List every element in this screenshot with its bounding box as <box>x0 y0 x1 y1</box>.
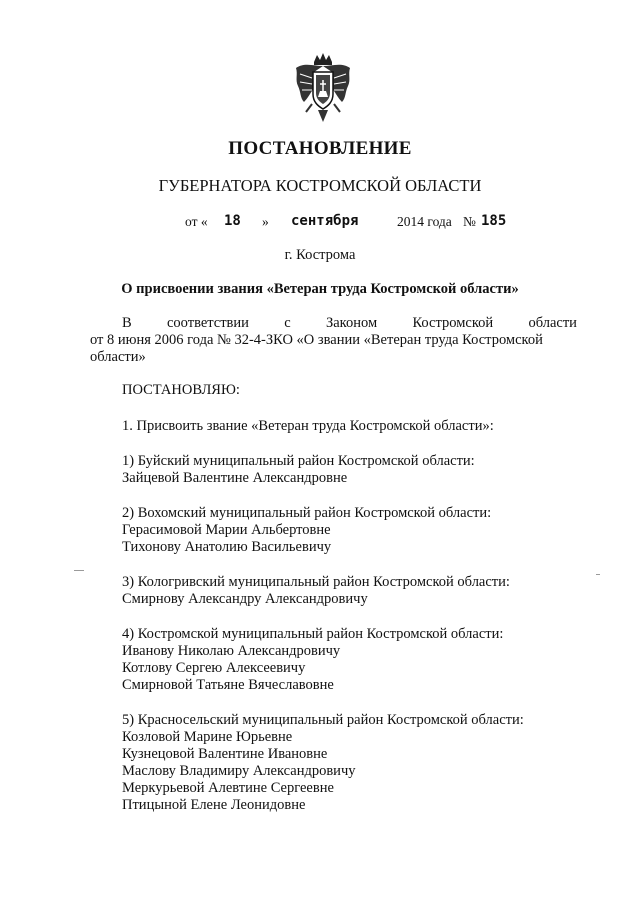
date-close-quote: » <box>262 214 269 229</box>
section-heading: 5) Красносельский муниципальный район Костромской области: <box>122 712 524 728</box>
awardee-name: Меркурьевой Алевтине Сергеевне <box>122 780 334 796</box>
date-day: 18 <box>224 213 241 229</box>
awardee-name: Козловой Марине Юрьевне <box>122 729 293 745</box>
section-heading: 4) Костромской муниципальный район Костромской области: <box>122 626 504 642</box>
intro-paragraph <box>90 315 577 366</box>
section-heading: 1) Буйский муниципальный район Костромской области: <box>122 453 475 469</box>
intro-line-2: от 8 июня 2006 года № 32-4-ЗКО «О звании «Ветеран труда Костромской <box>90 332 543 348</box>
section-heading: 3) Кологривский муниципальный район Костромской области: <box>122 574 510 590</box>
intro-word: В <box>122 315 132 331</box>
document-city: г. Кострома <box>284 247 356 263</box>
date-month: сентября <box>291 213 359 229</box>
date-prefix: от « <box>185 214 208 229</box>
awardee-name: Кузнецовой Валентине Ивановне <box>122 746 328 762</box>
intro-line-3: области» <box>90 349 146 365</box>
date-year: 2014 года <box>397 214 452 229</box>
awardee-name: Зайцевой Валентине Александровне <box>122 470 348 486</box>
number-sign: № <box>463 214 476 229</box>
document-issuer: ГУБЕРНАТОРА КОСТРОМСКОЙ ОБЛАСТИ <box>158 176 482 195</box>
decree-word: ПОСТАНОВЛЯЮ: <box>122 382 240 398</box>
awardee-name: Котлову Сергею Алексеевичу <box>122 660 306 676</box>
intro-word: с <box>284 315 291 331</box>
document-subject: О присвоении звания «Ветеран труда Костромской области» <box>121 281 519 297</box>
intro-line-1 <box>90 315 577 332</box>
document-number: 185 <box>481 213 507 229</box>
awardee-name: Смирновой Татьяне Вячеславовне <box>122 677 334 693</box>
awardee-name: Тихонову Анатолию Васильевичу <box>122 539 332 555</box>
document-title: ПОСТАНОВЛЕНИЕ <box>228 138 412 159</box>
section-heading: 2) Вохомский муниципальный район Костромской области: <box>122 505 492 521</box>
awardee-name: Птицыной Елене Леонидовне <box>122 797 306 813</box>
scan-mark <box>74 570 84 571</box>
awardee-name: Герасимовой Марии Альбертовне <box>122 522 331 538</box>
awardee-name: Смирнову Александру Александровичу <box>122 591 368 607</box>
clause-1: 1. Присвоить звание «Ветеран труда Костромской области»: <box>122 418 494 434</box>
awardee-name: Маслову Владимиру Александровичу <box>122 763 356 779</box>
coat-of-arms-icon <box>292 52 354 128</box>
intro-word: Костромской <box>412 315 494 331</box>
awardee-name: Иванову Николаю Александровичу <box>122 643 341 659</box>
intro-word: соответствии <box>166 315 249 331</box>
intro-word: Законом <box>325 315 378 331</box>
intro-word: области <box>528 315 577 331</box>
document-date-row <box>0 214 640 236</box>
scan-mark <box>596 574 600 575</box>
